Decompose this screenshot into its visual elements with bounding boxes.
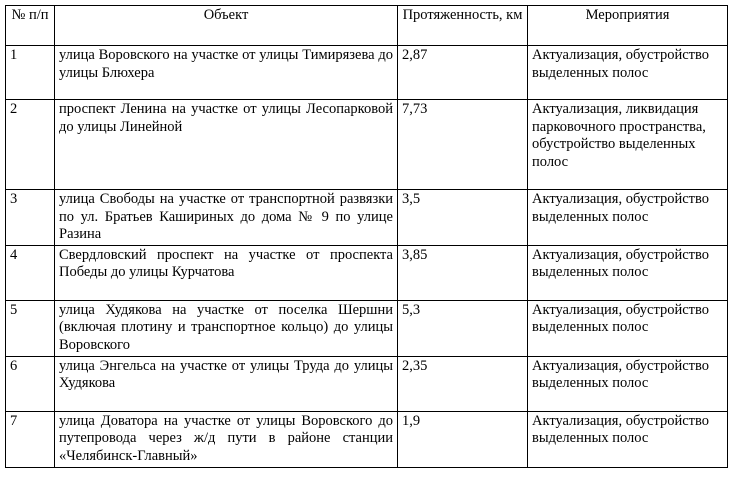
table-row — [6, 46, 728, 100]
row-number: 2 — [6, 100, 55, 190]
table-row — [6, 300, 728, 356]
row-object: улица Худякова на участке от поселка Шершни (включая плотину и транспортное кольцо) до улицы Воровского — [55, 300, 398, 356]
row-object: проспект Ленина на участке от улицы Лесопарковой до улицы Линейной — [55, 100, 398, 190]
row-number: 7 — [6, 411, 55, 467]
table-header-row — [6, 6, 728, 46]
row-length: 1,9 — [398, 411, 528, 467]
header-measures: Мероприятия — [528, 6, 728, 46]
row-number: 5 — [6, 300, 55, 356]
table-row — [6, 245, 728, 300]
row-length: 7,73 — [398, 100, 528, 190]
header-object: Объект — [55, 6, 398, 46]
header-number: № п/п — [6, 6, 55, 46]
row-object: Свердловский проспект на участке от проспекта Победы до улицы Курчатова — [55, 245, 398, 300]
row-object: улица Энгельса на участке от улицы Труда до улицы Худякова — [55, 356, 398, 411]
row-length: 2,35 — [398, 356, 528, 411]
row-object: улица Воровского на участке от улицы Тимирязева до улицы Блюхера — [55, 46, 398, 100]
row-number: 1 — [6, 46, 55, 100]
row-measures: Актуализация, обустройство выделенных полос — [528, 190, 728, 246]
row-measures: Актуализация, обустройство выделенных полос — [528, 356, 728, 411]
row-measures: Актуализация, обустройство выделенных полос — [528, 46, 728, 100]
row-measures: Актуализация, обустройство выделенных полос — [528, 300, 728, 356]
table-row — [6, 100, 728, 190]
row-object: улица Доватора на участке от улицы Воровского до путепровода через ж/д пути в районе станции «Челябинск-Главный» — [55, 411, 398, 467]
row-length: 2,87 — [398, 46, 528, 100]
row-measures: Актуализация, обустройство выделенных полос — [528, 411, 728, 467]
row-length: 5,3 — [398, 300, 528, 356]
row-length: 3,5 — [398, 190, 528, 246]
row-object: улица Свободы на участке от транспортной развязки по ул. Братьев Кашириных до дома № 9 по улице Разина — [55, 190, 398, 246]
row-number: 4 — [6, 245, 55, 300]
row-measures: Актуализация, обустройство выделенных полос — [528, 245, 728, 300]
header-length: Протяженность, км — [398, 6, 528, 46]
row-measures: Актуализация, ликвидация парковочного пространства, обустройство выделенных полос — [528, 100, 728, 190]
table-row — [6, 356, 728, 411]
measures-table — [5, 5, 728, 468]
row-number: 6 — [6, 356, 55, 411]
table-row — [6, 190, 728, 246]
row-number: 3 — [6, 190, 55, 246]
row-length: 3,85 — [398, 245, 528, 300]
table-row — [6, 411, 728, 467]
